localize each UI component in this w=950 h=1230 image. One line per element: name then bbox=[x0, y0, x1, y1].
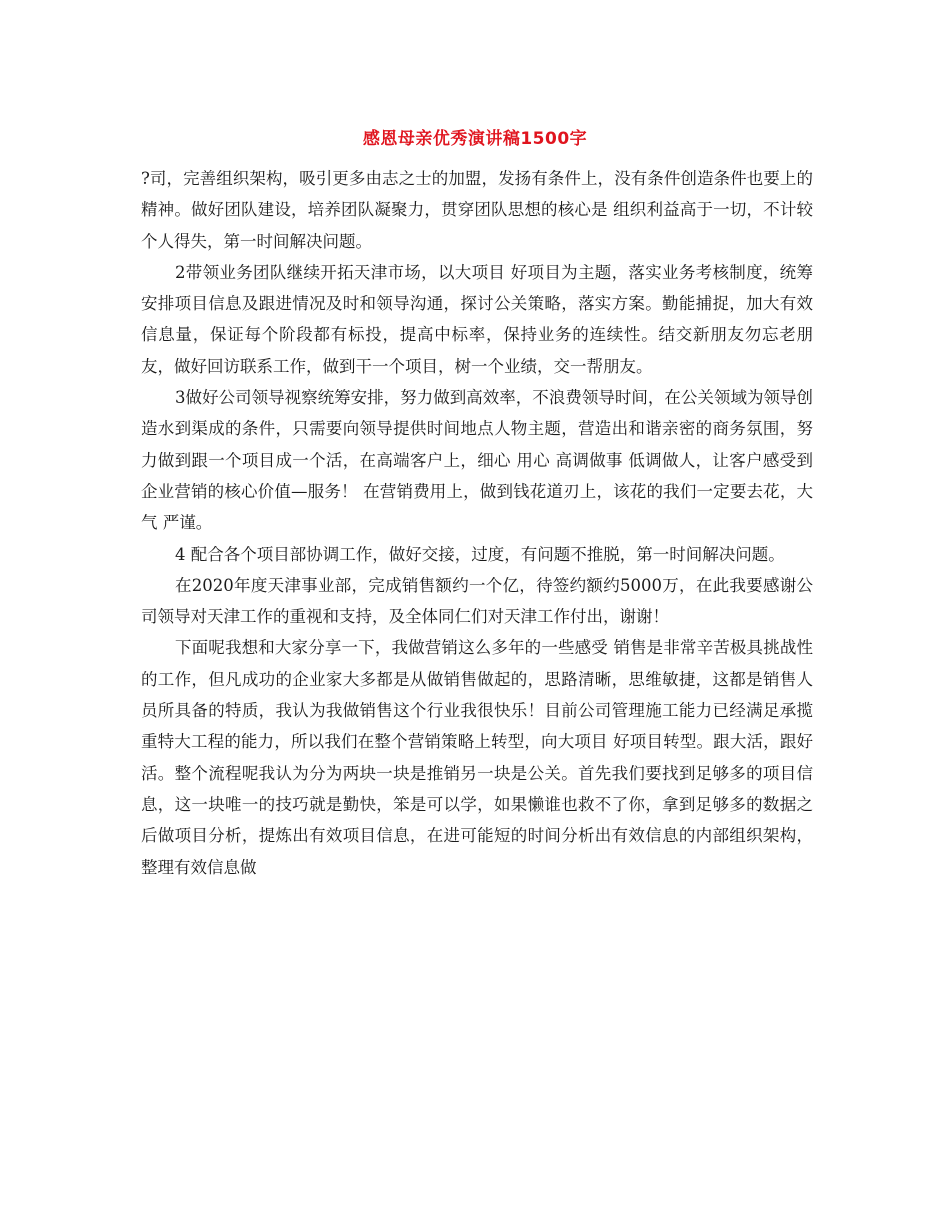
document-body bbox=[141, 163, 813, 883]
paragraph-1: ?司，完善组织架构，吸引更多由志之士的加盟，发扬有条件上，没有条件创造条件也要上的精神。做好团队建设，培养团队凝聚力，贯穿团队思想的核心是 组织利益高于一切，不计较个人得失，第一时间解决问题。 bbox=[141, 169, 813, 251]
paragraph-4: 4 配合各个项目部协调工作，做好交接，过度，有问题不推脱，第一时间解决问题。 bbox=[175, 544, 785, 564]
document-title: 感恩母亲优秀演讲稿1500字 bbox=[362, 129, 588, 149]
paragraph-2: 2带领业务团队继续开拓天津市场，以大项目 好项目为主题，落实业务考核制度，统筹安排项目信息及跟进情况及时和领导沟通，探讨公关策略，落实方案。勤能捕捉，加大有效信息量，保证每个阶段都有标投，提高中标率，保持业务的连续性。结交新朋友勿忘老朋友，做好回访联系工作，做到干一个项目，树一个业绩，交一帮朋友。 bbox=[141, 262, 813, 376]
paragraph-6: 下面呢我想和大家分享一下，我做营销这么多年的一些感受 销售是非常辛苦极具挑战性的工作，但凡成功的企业家大多都是从做销售做起的，思路清晰，思维敏捷，这都是销售人员所具备的特质，我认为我做销售这个行业我很快乐！目前公司管理施工能力已经满足承揽重特大工程的能力，所以我们在整个营销策略上转型，向大项目 好项目转型。跟大活，跟好活。整个流程呢我认为分为两块一块是推销另一块是公关。首先我们要找到足够多的项目信息，这一块唯一的技巧就是勤快，笨是可以学，如果懒谁也救不了你，拿到足够多的数据之后做项目分析，提炼出有效项目信息，在进可能短的时间分析出有效信息的内部组织架构，整理有效信息做 bbox=[141, 638, 813, 877]
paragraph-5: 在2020年度天津事业部，完成销售额约一个亿，待签约额约5000万，在此我要感谢公司领导对天津工作的重视和支持，及全体同仁们对天津工作付出，谢谢！ bbox=[141, 575, 813, 627]
paragraph-3: 3做好公司领导视察统筹安排，努力做到高效率，不浪费领导时间，在公关领域为领导创造水到渠成的条件，只需要向领导提供时间地点人物主题，营造出和谐亲密的商务氛围，努力做到跟一个项目成一个活，在高端客户上，细心 用心 高调做事 低调做人，让客户感受到企业营销的核心价值—服务！ 在营销费用上，做到钱花道刃上，该花的我们一定要去花，大气 严谨。 bbox=[141, 388, 813, 533]
